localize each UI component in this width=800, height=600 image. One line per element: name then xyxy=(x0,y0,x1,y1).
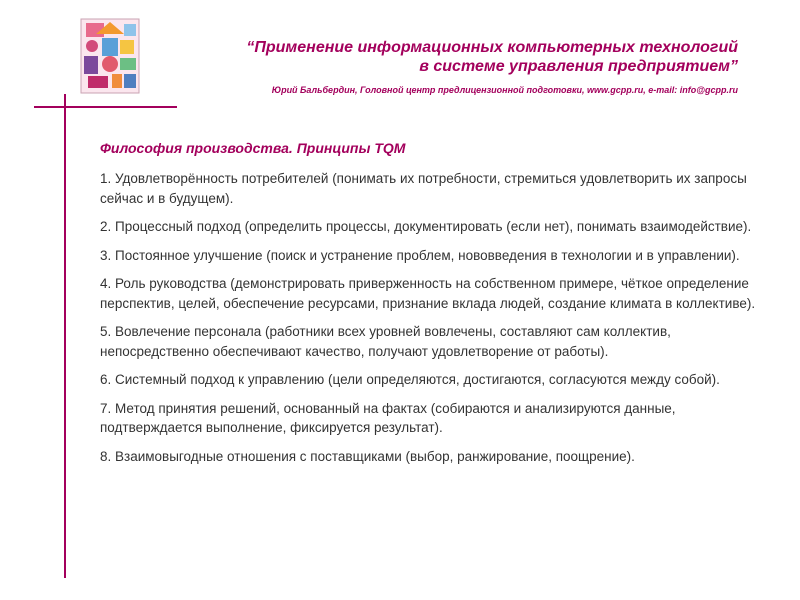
principle-4: 4. Роль руководства (демонстрировать приверженность на собственном примере, чёткое определение перспектив, целей, обеспечение ресурсами, признание вклада людей, создание климата в коллективе). xyxy=(100,276,756,311)
principle-5: 5. Вовлечение персонала (работники всех уровней вовлечены, составляют сам коллектив, непосредственно обеспечивают качество, получают удовлетворение от работы). xyxy=(100,324,671,359)
vertical-divider xyxy=(64,94,66,578)
collage-logo-icon xyxy=(80,18,140,94)
slide-content xyxy=(100,140,760,475)
title-line-2: в системе управления предприятием” xyxy=(419,58,738,75)
section-title: Философия производства. Принципы TQM xyxy=(100,140,406,156)
principle-1: 1. Удовлетворённость потребителей (понимать их потребности, стремиться удовлетворить их запросы сейчас и в будущем). xyxy=(100,171,747,206)
author-credit: Юрий Бальбердин, Головной центр предлицензионной подготовки, www.gcpp.ru, e-mail: info@gcpp.ru xyxy=(271,85,738,95)
horizontal-divider xyxy=(34,106,177,108)
principle-3: 3. Постоянное улучшение (поиск и устранение проблем, нововведения в технологии и в управлении). xyxy=(100,247,740,263)
principle-7: 7. Метод принятия решений, основанный на фактах (собираются и анализируются данные, подтверждается выполнение, фиксируется результат). xyxy=(100,400,676,435)
principle-6: 6. Системный подход к управлению (цели определяются, достигаются, согласуются между собой). xyxy=(100,372,720,387)
presentation-title xyxy=(150,38,738,76)
principle-8: 8. Взаимовыгодные отношения с поставщиками (выбор, ранжирование, поощрение). xyxy=(100,448,635,464)
principle-2: 2. Процессный подход (определить процессы, документировать (если нет), понимать взаимодействие). xyxy=(100,219,752,234)
title-line-1: “Применение информационных компьютерных технологий xyxy=(246,39,738,56)
